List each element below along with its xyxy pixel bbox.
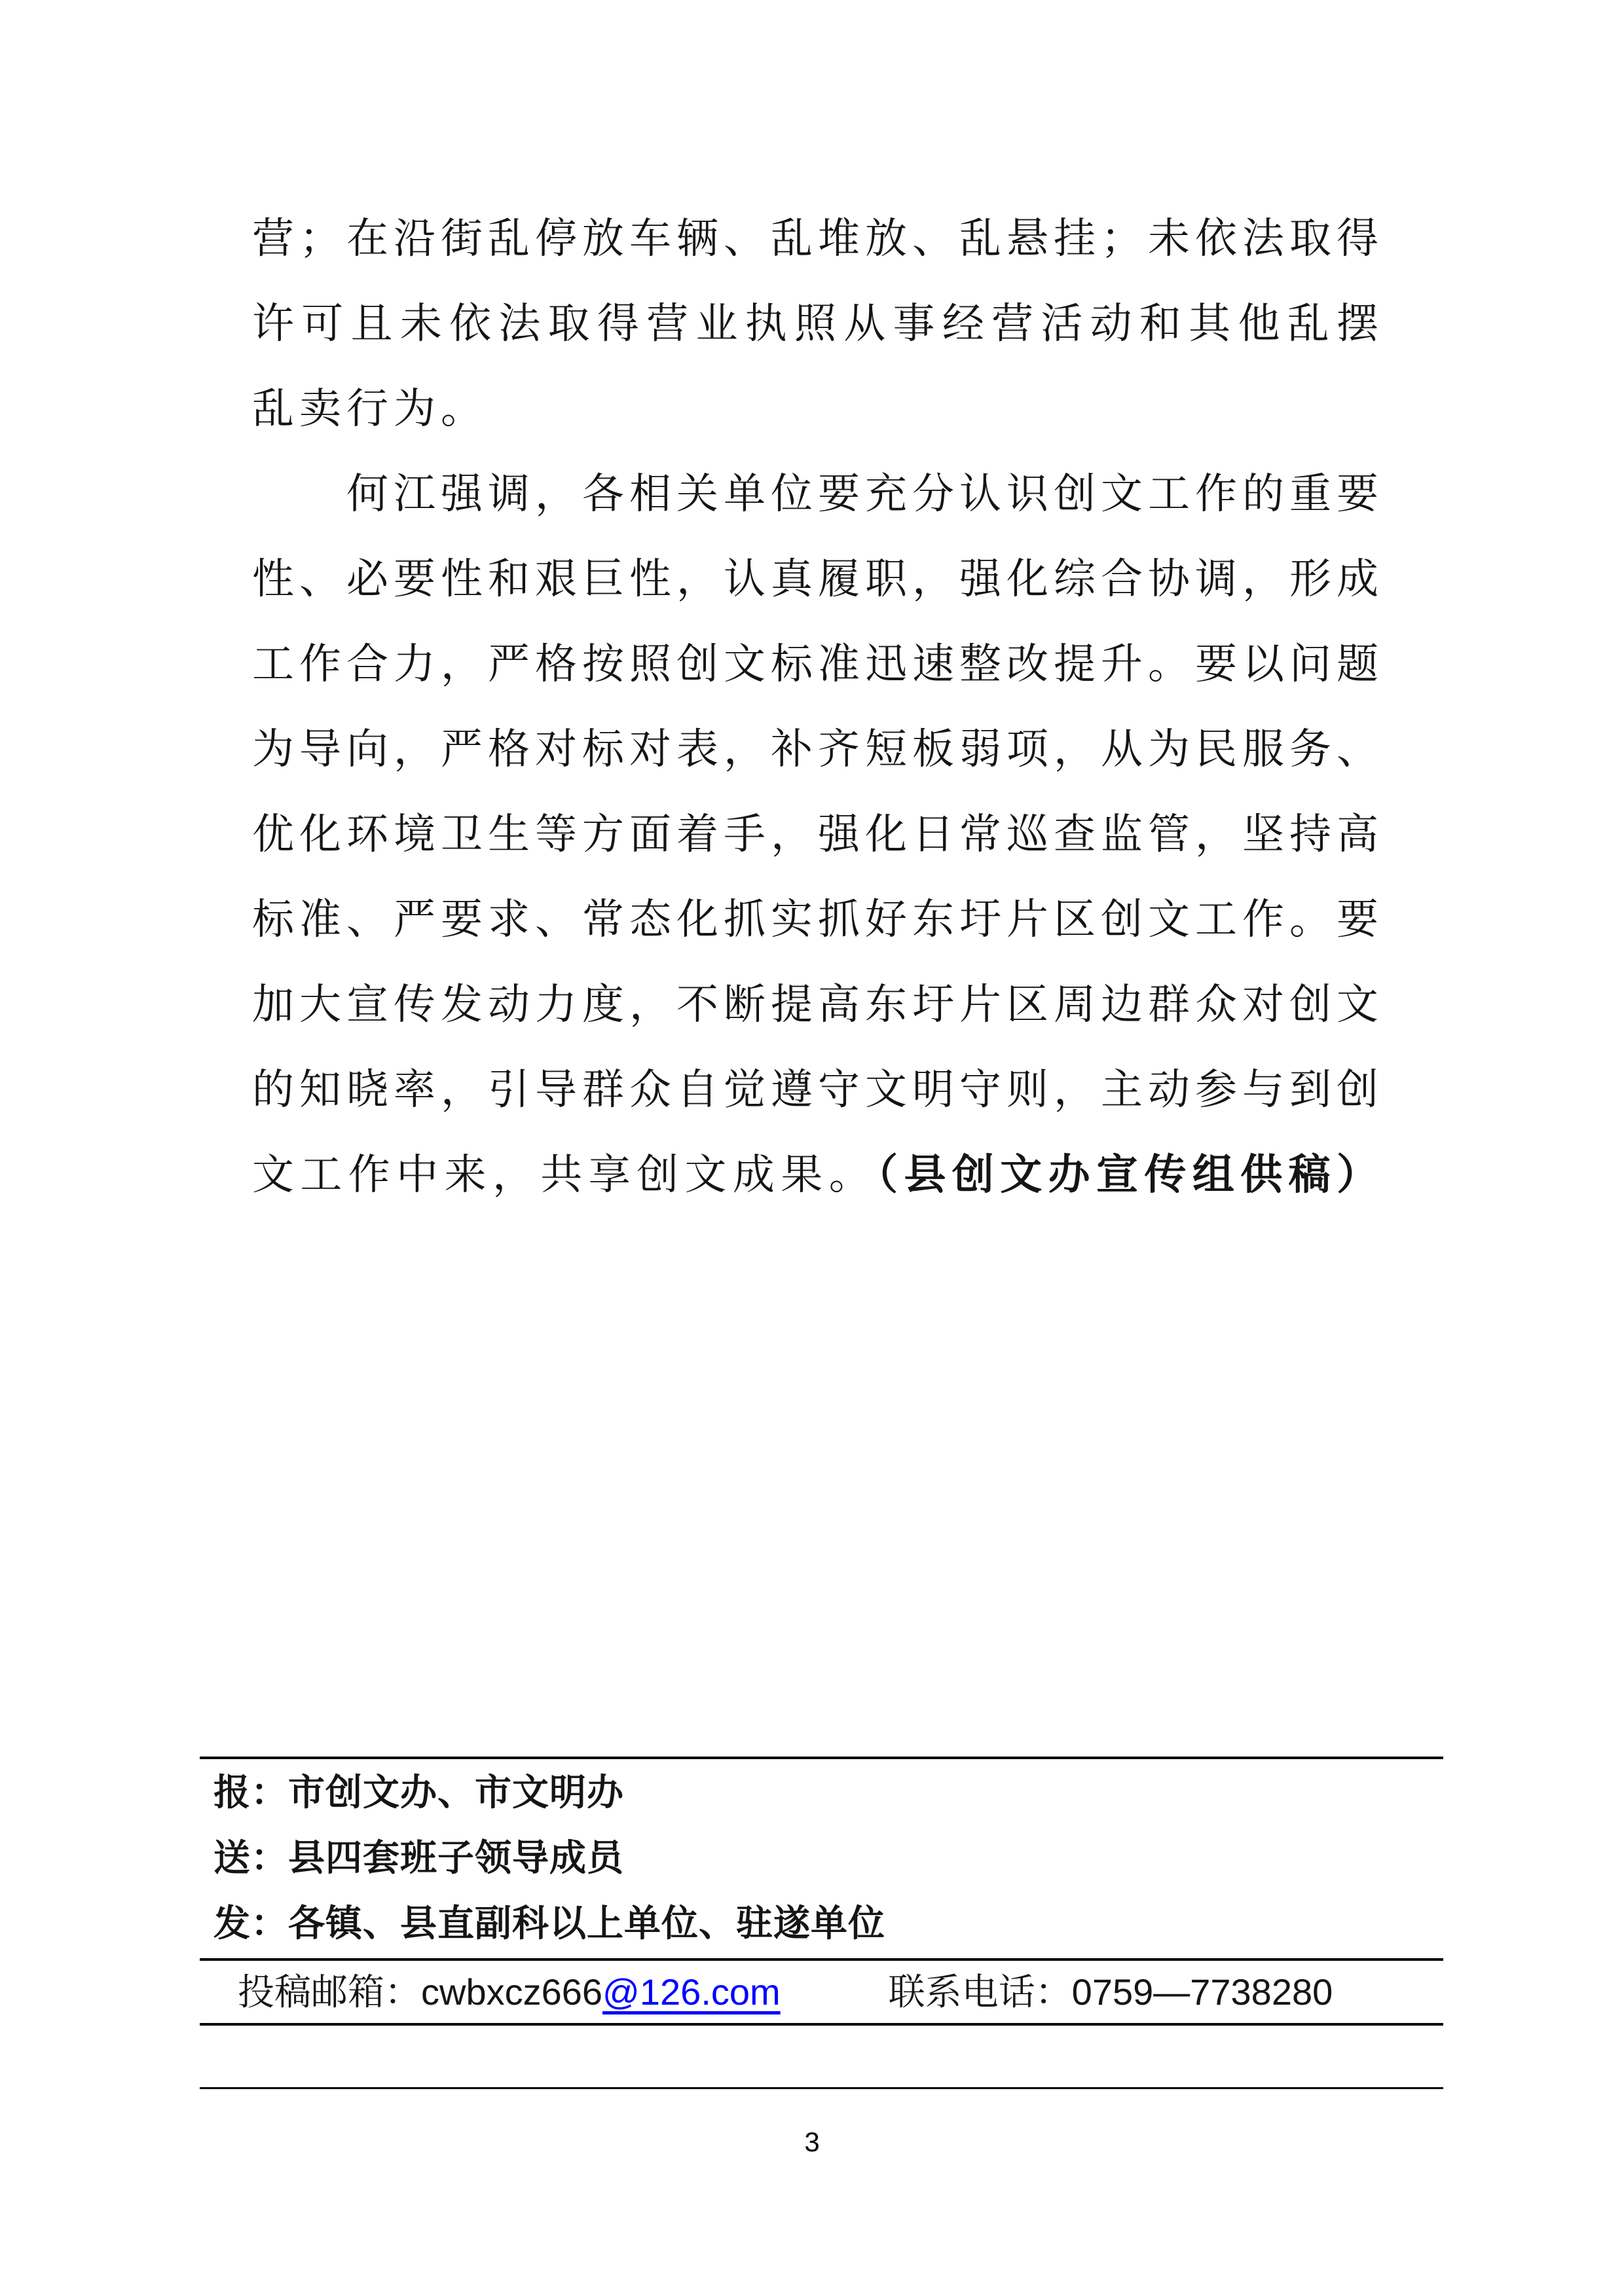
phone-label: 联系电话： bbox=[888, 1973, 1072, 2013]
text-line: 工作合力，严格按照创文标准迅速整改提升。要以问题 bbox=[252, 641, 1378, 687]
text-line: 许可且未依法取得营业执照从事经营活动和其他乱摆 bbox=[252, 301, 1378, 347]
divider-bottom bbox=[200, 2087, 1443, 2089]
closing-text: 文工作中来，共享创文成果。 bbox=[252, 1152, 877, 1198]
text-line: 性、必要性和艰巨性，认真履职，强化综合协调，形成 bbox=[252, 556, 1378, 602]
issue-to-line: 发：各镇、县直副科以上单位、驻遂单位 bbox=[213, 1904, 885, 1944]
text-line bbox=[252, 1133, 1378, 1218]
colophon-blank-row bbox=[200, 2026, 1443, 2087]
page-number: 3 bbox=[804, 2126, 820, 2157]
paragraph-1 bbox=[252, 196, 1378, 452]
distribution-block bbox=[200, 1759, 1443, 1958]
phone-number: 0759—7738280 bbox=[1071, 1971, 1333, 2013]
text-line: 加大宣传发动力度，不断提高东圩片区周边群众对创文 bbox=[252, 981, 1378, 1028]
text-line: 的知晓率，引导群众自觉遵守文明守则，主动参与到创 bbox=[252, 1066, 1378, 1113]
attribution-text: （县创文办宣传组供稿） bbox=[877, 1152, 1378, 1198]
text-line: 为导向，严格对标对表，补齐短板弱项，从为民服务、 bbox=[252, 726, 1378, 773]
email-link[interactable]: @126.com bbox=[602, 1971, 781, 2013]
colophon bbox=[200, 1757, 1443, 2089]
mailbox-user: cwbxcz666 bbox=[421, 1971, 603, 2013]
text-line: 乱卖行为。 bbox=[252, 386, 488, 432]
text-line: 何江强调，各相关单位要充分认识创文工作的重要 bbox=[346, 471, 1378, 517]
text-line: 优化环境卫生等方面着手，强化日常巡查监管，坚持高 bbox=[252, 811, 1378, 858]
text-line: 标准、严要求、常态化抓实抓好东圩片区创文工作。要 bbox=[252, 896, 1378, 943]
body-text bbox=[252, 196, 1378, 1218]
mailbox-label: 投稿邮箱： bbox=[238, 1973, 421, 2013]
send-to-line: 送：县四套班子领导成员 bbox=[213, 1838, 624, 1879]
report-to-line: 报：市创文办、市文明办 bbox=[213, 1773, 624, 1813]
contact-line bbox=[200, 1961, 1443, 2023]
paragraph-2 bbox=[252, 452, 1378, 1218]
text-line: 营；在沿街乱停放车辆、乱堆放、乱悬挂；未依法取得 bbox=[252, 215, 1378, 262]
